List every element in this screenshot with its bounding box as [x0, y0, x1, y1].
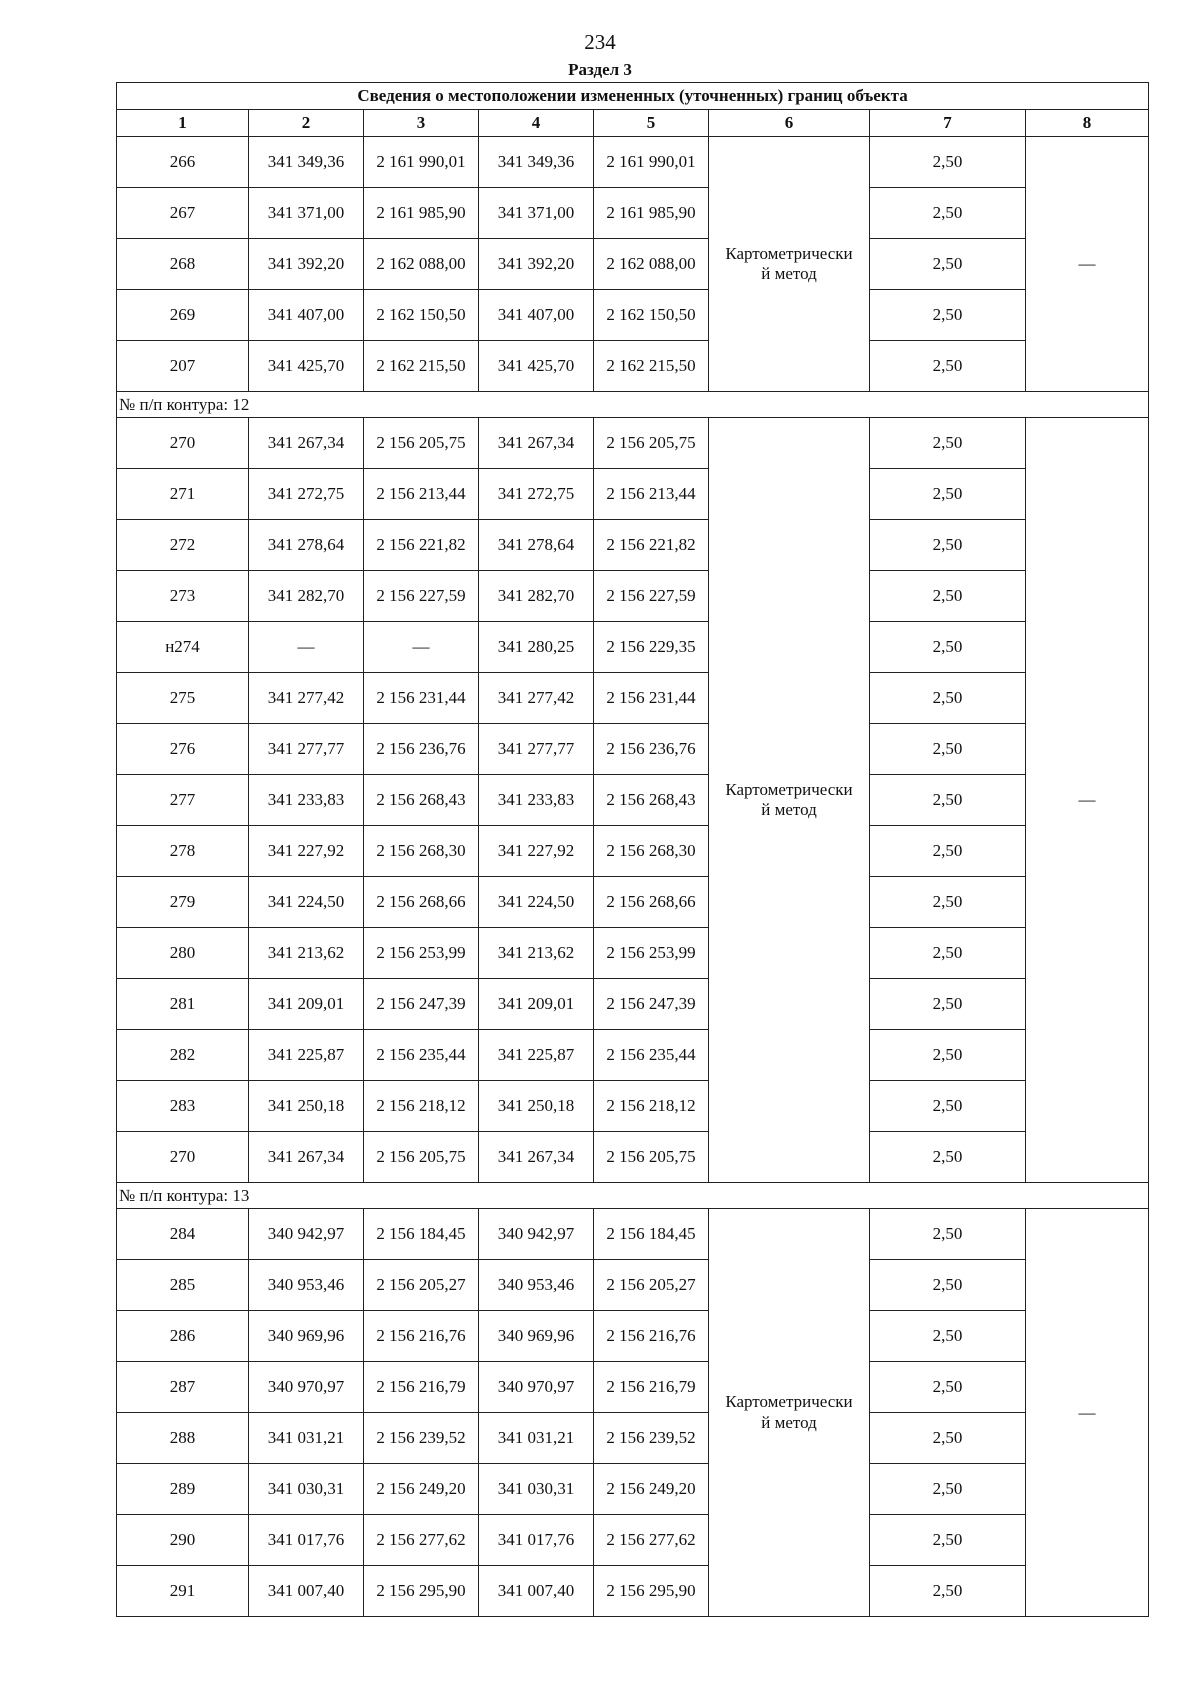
y-new-cell: 2 162 150,50 — [594, 290, 709, 341]
y-new-cell: 2 156 218,12 — [594, 1081, 709, 1132]
column-number-1: 1 — [117, 110, 249, 137]
point-number-cell: 288 — [117, 1413, 249, 1464]
table-row — [117, 826, 1149, 877]
x-new-cell: 341 425,70 — [479, 341, 594, 392]
table-row — [117, 520, 1149, 571]
x-new-cell: 341 250,18 — [479, 1081, 594, 1132]
y-old-cell: 2 156 227,59 — [364, 571, 479, 622]
point-number-cell: 267 — [117, 188, 249, 239]
accuracy-cell: 2,50 — [870, 1413, 1026, 1464]
table-row — [117, 877, 1149, 928]
x-old-cell: 340 969,96 — [249, 1311, 364, 1362]
column-number-row — [117, 110, 1149, 137]
table-row — [117, 571, 1149, 622]
x-new-cell: 341 371,00 — [479, 188, 594, 239]
y-old-cell: 2 156 231,44 — [364, 673, 479, 724]
x-new-cell: 341 224,50 — [479, 877, 594, 928]
accuracy-cell: 2,50 — [870, 928, 1026, 979]
table-row — [117, 1515, 1149, 1566]
x-old-cell: 341 425,70 — [249, 341, 364, 392]
x-new-cell: 341 392,20 — [479, 239, 594, 290]
col8-dash-cell: — — [1026, 418, 1149, 1183]
y-new-cell: 2 156 295,90 — [594, 1566, 709, 1617]
x-old-cell: 341 282,70 — [249, 571, 364, 622]
y-new-cell: 2 156 239,52 — [594, 1413, 709, 1464]
y-new-cell: 2 156 249,20 — [594, 1464, 709, 1515]
y-old-cell: 2 156 268,30 — [364, 826, 479, 877]
x-old-cell: 341 407,00 — [249, 290, 364, 341]
method-cell — [709, 418, 870, 1183]
table-row — [117, 1362, 1149, 1413]
y-old-cell: 2 156 253,99 — [364, 928, 479, 979]
table-row — [117, 673, 1149, 724]
point-number-cell: 270 — [117, 1132, 249, 1183]
column-number-4: 4 — [479, 110, 594, 137]
x-new-cell: 340 969,96 — [479, 1311, 594, 1362]
x-new-cell: 341 280,25 — [479, 622, 594, 673]
method-line: Картометрически — [725, 779, 853, 799]
accuracy-cell: 2,50 — [870, 826, 1026, 877]
x-new-cell: 341 031,21 — [479, 1413, 594, 1464]
table-row — [117, 341, 1149, 392]
x-old-cell: 341 277,42 — [249, 673, 364, 724]
table-row — [117, 622, 1149, 673]
page-number: 234 — [584, 30, 616, 54]
point-number-cell: 283 — [117, 1081, 249, 1132]
table-row — [117, 1260, 1149, 1311]
y-new-cell: 2 156 216,79 — [594, 1362, 709, 1413]
accuracy-cell: 2,50 — [870, 520, 1026, 571]
point-number-cell: 273 — [117, 571, 249, 622]
accuracy-cell: 2,50 — [870, 1464, 1026, 1515]
point-number-cell: 207 — [117, 341, 249, 392]
point-number-cell: 266 — [117, 137, 249, 188]
table-row — [117, 188, 1149, 239]
y-old-cell: 2 156 205,27 — [364, 1260, 479, 1311]
x-old-cell: 341 031,21 — [249, 1413, 364, 1464]
y-new-cell: 2 156 227,59 — [594, 571, 709, 622]
x-old-cell: 341 349,36 — [249, 137, 364, 188]
method-line: й метод — [761, 1412, 817, 1432]
point-number-cell: 282 — [117, 1030, 249, 1081]
point-number-cell: 285 — [117, 1260, 249, 1311]
x-old-cell: 341 007,40 — [249, 1566, 364, 1617]
x-new-cell: 341 209,01 — [479, 979, 594, 1030]
accuracy-cell: 2,50 — [870, 1515, 1026, 1566]
y-new-cell: 2 156 277,62 — [594, 1515, 709, 1566]
x-new-cell: 340 942,97 — [479, 1209, 594, 1260]
accuracy-cell: 2,50 — [870, 724, 1026, 775]
table-row — [117, 1081, 1149, 1132]
point-number-cell: 289 — [117, 1464, 249, 1515]
x-new-cell: 341 017,76 — [479, 1515, 594, 1566]
x-old-cell: 341 278,64 — [249, 520, 364, 571]
y-new-cell: 2 156 235,44 — [594, 1030, 709, 1081]
x-old-cell: 341 250,18 — [249, 1081, 364, 1132]
y-old-cell: 2 156 216,76 — [364, 1311, 479, 1362]
table-row — [117, 137, 1149, 188]
table-row — [117, 1132, 1149, 1183]
y-old-cell: 2 156 277,62 — [364, 1515, 479, 1566]
x-new-cell: 341 213,62 — [479, 928, 594, 979]
accuracy-cell: 2,50 — [870, 1260, 1026, 1311]
y-old-cell: 2 156 239,52 — [364, 1413, 479, 1464]
contour-label: № п/п контура: 13 — [117, 1183, 1149, 1209]
point-number-cell: 277 — [117, 775, 249, 826]
y-new-cell: 2 156 229,35 — [594, 622, 709, 673]
y-old-cell: — — [364, 622, 479, 673]
y-old-cell: 2 162 088,00 — [364, 239, 479, 290]
table-row — [117, 469, 1149, 520]
accuracy-cell: 2,50 — [870, 1566, 1026, 1617]
accuracy-cell: 2,50 — [870, 341, 1026, 392]
x-old-cell: 341 233,83 — [249, 775, 364, 826]
column-number-3: 3 — [364, 110, 479, 137]
x-old-cell: 340 942,97 — [249, 1209, 364, 1260]
col8-dash-cell: — — [1026, 137, 1149, 392]
y-old-cell: 2 161 990,01 — [364, 137, 479, 188]
y-old-cell: 2 162 215,50 — [364, 341, 479, 392]
x-old-cell: 340 970,97 — [249, 1362, 364, 1413]
y-old-cell: 2 156 213,44 — [364, 469, 479, 520]
y-old-cell: 2 162 150,50 — [364, 290, 479, 341]
x-old-cell: 341 392,20 — [249, 239, 364, 290]
column-number-8: 8 — [1026, 110, 1149, 137]
x-old-cell: 341 224,50 — [249, 877, 364, 928]
accuracy-cell: 2,50 — [870, 137, 1026, 188]
accuracy-cell: 2,50 — [870, 979, 1026, 1030]
table-row — [117, 979, 1149, 1030]
x-new-cell: 341 007,40 — [479, 1566, 594, 1617]
point-number-cell: 268 — [117, 239, 249, 290]
accuracy-cell: 2,50 — [870, 877, 1026, 928]
x-new-cell: 341 267,34 — [479, 418, 594, 469]
point-number-cell: 279 — [117, 877, 249, 928]
accuracy-cell: 2,50 — [870, 1209, 1026, 1260]
point-number-cell: 272 — [117, 520, 249, 571]
column-number-7: 7 — [870, 110, 1026, 137]
x-old-cell: 341 213,62 — [249, 928, 364, 979]
column-number-5: 5 — [594, 110, 709, 137]
x-old-cell: 341 371,00 — [249, 188, 364, 239]
y-old-cell: 2 156 205,75 — [364, 1132, 479, 1183]
table-row — [117, 1566, 1149, 1617]
x-old-cell: 341 267,34 — [249, 1132, 364, 1183]
x-new-cell: 341 278,64 — [479, 520, 594, 571]
point-number-cell: 270 — [117, 418, 249, 469]
table-row — [117, 724, 1149, 775]
x-new-cell: 341 272,75 — [479, 469, 594, 520]
accuracy-cell: 2,50 — [870, 1030, 1026, 1081]
table-row — [117, 239, 1149, 290]
table-caption: Сведения о местоположении измененных (уточненных) границ объекта — [117, 83, 1149, 110]
point-number-cell: 290 — [117, 1515, 249, 1566]
x-new-cell: 341 282,70 — [479, 571, 594, 622]
y-old-cell: 2 156 236,76 — [364, 724, 479, 775]
contour-row — [117, 1183, 1149, 1209]
y-new-cell: 2 161 990,01 — [594, 137, 709, 188]
y-new-cell: 2 156 205,75 — [594, 1132, 709, 1183]
table-row — [117, 1311, 1149, 1362]
accuracy-cell: 2,50 — [870, 290, 1026, 341]
x-new-cell: 341 277,77 — [479, 724, 594, 775]
table-body — [117, 137, 1149, 1617]
method-cell — [709, 137, 870, 392]
column-number-2: 2 — [249, 110, 364, 137]
x-old-cell: 341 227,92 — [249, 826, 364, 877]
table-row — [117, 418, 1149, 469]
y-new-cell: 2 156 268,66 — [594, 877, 709, 928]
y-old-cell: 2 156 268,66 — [364, 877, 479, 928]
x-new-cell: 341 407,00 — [479, 290, 594, 341]
accuracy-cell: 2,50 — [870, 469, 1026, 520]
y-new-cell: 2 156 205,75 — [594, 418, 709, 469]
method-line: Картометрически — [725, 1392, 853, 1412]
table-row — [117, 775, 1149, 826]
point-number-cell: 275 — [117, 673, 249, 724]
accuracy-cell: 2,50 — [870, 418, 1026, 469]
x-old-cell: 341 017,76 — [249, 1515, 364, 1566]
y-new-cell: 2 156 236,76 — [594, 724, 709, 775]
accuracy-cell: 2,50 — [870, 1081, 1026, 1132]
y-old-cell: 2 156 235,44 — [364, 1030, 479, 1081]
table-row — [117, 290, 1149, 341]
contour-label: № п/п контура: 12 — [117, 392, 1149, 418]
y-old-cell: 2 156 221,82 — [364, 520, 479, 571]
x-new-cell: 341 277,42 — [479, 673, 594, 724]
x-new-cell: 341 227,92 — [479, 826, 594, 877]
accuracy-cell: 2,50 — [870, 622, 1026, 673]
x-new-cell: 341 233,83 — [479, 775, 594, 826]
y-new-cell: 2 162 088,00 — [594, 239, 709, 290]
y-old-cell: 2 156 218,12 — [364, 1081, 479, 1132]
accuracy-cell: 2,50 — [870, 188, 1026, 239]
x-old-cell: 341 277,77 — [249, 724, 364, 775]
y-new-cell: 2 156 184,45 — [594, 1209, 709, 1260]
x-new-cell: 340 953,46 — [479, 1260, 594, 1311]
column-number-6: 6 — [709, 110, 870, 137]
table-row — [117, 1413, 1149, 1464]
point-number-cell: 281 — [117, 979, 249, 1030]
x-new-cell: 340 970,97 — [479, 1362, 594, 1413]
point-number-cell: 284 — [117, 1209, 249, 1260]
x-new-cell: 341 030,31 — [479, 1464, 594, 1515]
point-number-cell: 271 — [117, 469, 249, 520]
contour-row — [117, 392, 1149, 418]
table-row — [117, 1464, 1149, 1515]
method-line: Картометрически — [725, 243, 853, 263]
accuracy-cell: 2,50 — [870, 1362, 1026, 1413]
accuracy-cell: 2,50 — [870, 239, 1026, 290]
y-old-cell: 2 156 295,90 — [364, 1566, 479, 1617]
y-old-cell: 2 156 184,45 — [364, 1209, 479, 1260]
accuracy-cell: 2,50 — [870, 1132, 1026, 1183]
point-number-cell: 291 — [117, 1566, 249, 1617]
point-number-cell: н274 — [117, 622, 249, 673]
x-old-cell: 341 030,31 — [249, 1464, 364, 1515]
y-new-cell: 2 156 253,99 — [594, 928, 709, 979]
x-old-cell: 341 272,75 — [249, 469, 364, 520]
y-old-cell: 2 161 985,90 — [364, 188, 479, 239]
y-old-cell: 2 156 216,79 — [364, 1362, 479, 1413]
y-new-cell: 2 156 205,27 — [594, 1260, 709, 1311]
boundary-table — [116, 82, 1149, 1617]
table-row — [117, 928, 1149, 979]
x-old-cell: 341 225,87 — [249, 1030, 364, 1081]
point-number-cell: 280 — [117, 928, 249, 979]
point-number-cell: 286 — [117, 1311, 249, 1362]
accuracy-cell: 2,50 — [870, 775, 1026, 826]
table-row — [117, 1209, 1149, 1260]
point-number-cell: 278 — [117, 826, 249, 877]
accuracy-cell: 2,50 — [870, 673, 1026, 724]
y-new-cell: 2 156 221,82 — [594, 520, 709, 571]
accuracy-cell: 2,50 — [870, 1311, 1026, 1362]
y-new-cell: 2 156 216,76 — [594, 1311, 709, 1362]
y-new-cell: 2 162 215,50 — [594, 341, 709, 392]
y-old-cell: 2 156 249,20 — [364, 1464, 479, 1515]
y-new-cell: 2 161 985,90 — [594, 188, 709, 239]
method-line: й метод — [761, 800, 817, 819]
x-old-cell: 341 267,34 — [249, 418, 364, 469]
x-old-cell: 340 953,46 — [249, 1260, 364, 1311]
y-new-cell: 2 156 247,39 — [594, 979, 709, 1030]
y-old-cell: 2 156 247,39 — [364, 979, 479, 1030]
section-title: Раздел 3 — [568, 60, 632, 79]
y-new-cell: 2 156 231,44 — [594, 673, 709, 724]
method-line: й метод — [761, 264, 817, 283]
x-old-cell: — — [249, 622, 364, 673]
point-number-cell: 276 — [117, 724, 249, 775]
x-old-cell: 341 209,01 — [249, 979, 364, 1030]
y-old-cell: 2 156 268,43 — [364, 775, 479, 826]
y-new-cell: 2 156 213,44 — [594, 469, 709, 520]
col8-dash-cell: — — [1026, 1209, 1149, 1617]
y-new-cell: 2 156 268,43 — [594, 775, 709, 826]
y-new-cell: 2 156 268,30 — [594, 826, 709, 877]
point-number-cell: 269 — [117, 290, 249, 341]
method-cell — [709, 1209, 870, 1617]
x-new-cell: 341 349,36 — [479, 137, 594, 188]
table-row — [117, 1030, 1149, 1081]
y-old-cell: 2 156 205,75 — [364, 418, 479, 469]
point-number-cell: 287 — [117, 1362, 249, 1413]
x-new-cell: 341 225,87 — [479, 1030, 594, 1081]
accuracy-cell: 2,50 — [870, 571, 1026, 622]
x-new-cell: 341 267,34 — [479, 1132, 594, 1183]
